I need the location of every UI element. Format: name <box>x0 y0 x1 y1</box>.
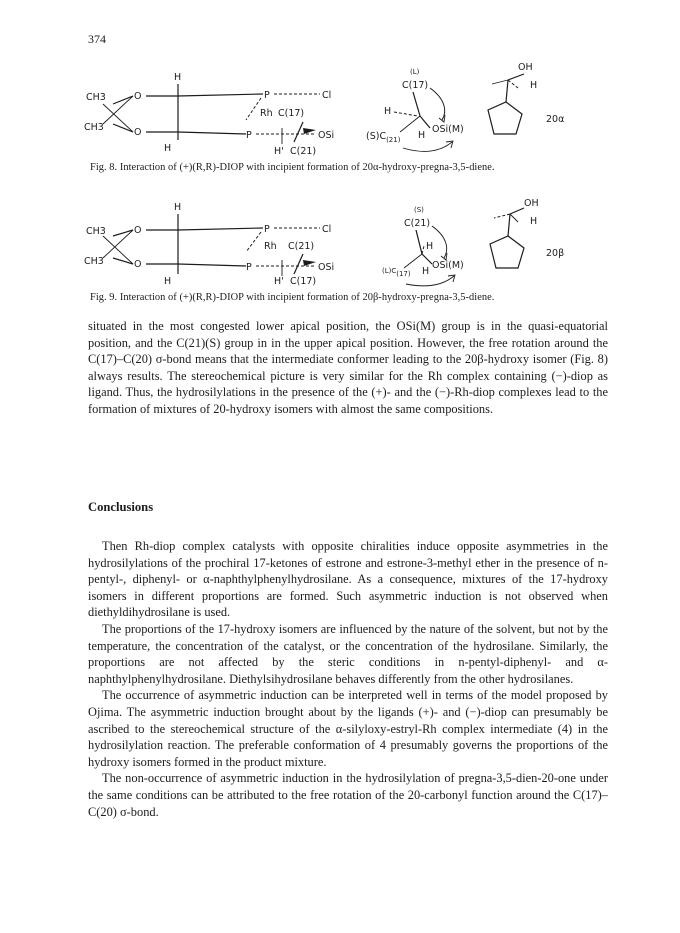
cl-label: Cl <box>322 224 332 235</box>
p-bottom-label: P <box>246 262 252 273</box>
rh-label: Rh <box>260 108 273 119</box>
l-c-text: (L)C <box>382 267 397 275</box>
h-top-label: H <box>174 72 182 83</box>
h-newman-label: H <box>426 241 434 252</box>
osi-label: OSi <box>318 130 335 141</box>
o-top-label: O <box>134 225 142 236</box>
ch3-bottom-label: CH3 <box>84 256 104 267</box>
conclusion-paragraph-1: Then Rh-diop complex catalysts with opposite chiralities induce opposite asymmetries in the hydrosilylations of the prochiral 17-ketones of estrone and estrone-3-methyl ether in the presence of n-pentyl-, diphenyl- or α-naphthylphenylhydrosilane. As a consequence, mixtures of the 17-hydroxy isomers in different proportions are formed. Such asymmetric induction is not observed when diethyldihydrosilane is used. <box>88 539 608 620</box>
isomer-label: 20α <box>546 114 565 125</box>
conclusion-paragraph-3: The occurrence of asymmetric induction can be interpreted well in terms of the model proposed by Ojima. The asymmetric induction brought about by the ligands (+)- and (−)-diop can presumably be ascribed to the stereochemical structure of the α-silyloxy-estryl-Rh complex intermediate (4) in the hydrosilylation reaction. The preferable conformation of 4 presumably governs the proportions of the hydroxy isomers formed in the product mixture. <box>88 688 608 769</box>
l-c-label <box>382 267 411 278</box>
l-c-sub: (17) <box>396 270 411 278</box>
figure-9-caption: Fig. 9. Interaction of (+)(R,R)-DIOP with incipient formation of 20β-hydroxy-pregna-3,5-diene. <box>90 292 495 303</box>
c21-label: C(21) <box>290 146 317 157</box>
figure-9 <box>78 194 598 290</box>
s-c21-text: (S)C <box>366 131 387 142</box>
figure-8 <box>78 58 598 158</box>
o-bottom-label: O <box>134 127 142 138</box>
intro-paragraph: situated in the most congested lower apical position, the OSi(M) group is in the quasi-equatorial position, and the C(21)(S) group in in the upper apical position. However, the free rotation around the C(17)–C(20) σ-bond means that the intermediate conformer leading to the 20β-hydroxy isomer (Fig. 8) always results. The stereochemical picture is very similar for the Rh complex containing (−)-diop as ligand. Thus, the hydrosilylations in the presence of the (+)- and the (−)-Rh-diop complexes lead to the formation of mixtures of 20-hydroxy isomers with almost the same compositions. <box>88 319 608 416</box>
l-label: (L) <box>410 68 420 76</box>
h-bottom-label: H <box>164 276 172 287</box>
ch3-bottom-label: CH3 <box>84 122 104 133</box>
h-prime-label: H' <box>274 146 284 157</box>
oh-label: OH <box>524 198 539 209</box>
page-number: 374 <box>88 32 106 46</box>
h-top-label: H <box>174 202 182 213</box>
s-label: (S) <box>414 206 424 214</box>
s-c21-sub: (21) <box>386 136 401 144</box>
h-right-label: H <box>530 216 538 227</box>
o-top-label: O <box>134 91 142 102</box>
c17-newman-label: C(17) <box>402 80 429 91</box>
figure-9-drawing <box>78 194 598 290</box>
c21-label: C(21) <box>288 241 315 252</box>
h-newman2-label: H <box>418 130 426 141</box>
figure-8-caption: Fig. 8. Interaction of (+)(R,R)-DIOP with incipient formation of 20α-hydroxy-pregna-3,5-diene. <box>90 162 495 173</box>
ch3-top-label: CH3 <box>86 92 106 103</box>
p-top-label: P <box>264 90 270 101</box>
h-bottom-label: H <box>164 143 172 154</box>
osi-label: OSi <box>318 262 335 273</box>
oh-label: OH <box>518 62 533 73</box>
conclusion-paragraph-2: The proportions of the 17-hydroxy isomers are influenced by the nature of the solvent, but not by the temperature, the concentration of the catalyst, or the concentration of the hydrosilane. Similarly, the proportions are not affected by the steric conditions in n-pentyl-diphenyl- and α-naphthylphenylhydrosilane. Diethylsihydrosilane behaves differently from the other hydrosilanes. <box>88 621 608 686</box>
ch3-top-label: CH3 <box>86 226 106 237</box>
c21-newman-label: C(21) <box>404 218 431 229</box>
figure-8-drawing <box>78 58 598 158</box>
c17-label: C(17) <box>278 108 305 119</box>
s-c21-label <box>366 131 401 144</box>
h-right-label: H <box>530 80 538 91</box>
osi-m-label: OSi(M) <box>432 260 464 271</box>
conclusions-block <box>88 538 608 820</box>
conclusion-paragraph-4: The non-occurrence of asymmetric induction in the hydrosilylation of pregna-3,5-dien-20-one under the same conditions can be attributed to the free rotation of the 20-carbonyl function around the C(17)–C(20) σ-bond. <box>88 771 608 819</box>
p-top-label: P <box>264 224 270 235</box>
p-bottom-label: P <box>246 130 252 141</box>
h-newman2-label: H <box>422 266 430 277</box>
c17-label: C(17) <box>290 276 317 287</box>
section-heading: Conclusions <box>88 500 154 514</box>
osi-m-label: OSi(M) <box>432 124 464 135</box>
cl-label: Cl <box>322 90 332 101</box>
h-prime-label: H' <box>274 276 284 287</box>
o-bottom-label: O <box>134 259 142 270</box>
isomer-label: 20β <box>546 248 565 259</box>
h-newman-label: H <box>384 106 392 117</box>
rh-label: Rh <box>264 241 277 252</box>
intro-paragraph-block <box>88 318 608 418</box>
